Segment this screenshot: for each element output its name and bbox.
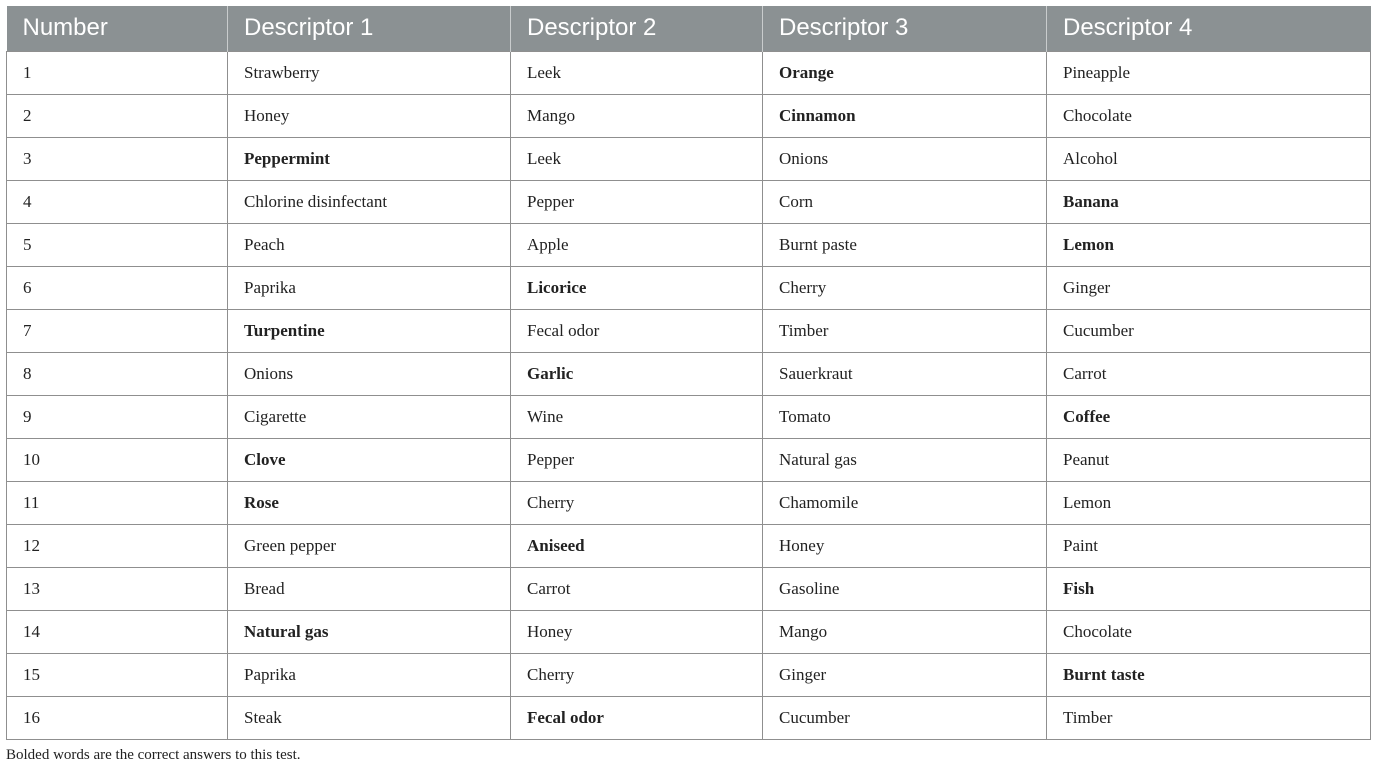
table-footnote: Bolded words are the correct answers to this test. xyxy=(6,747,301,763)
descriptor-3-cell: Burnt paste xyxy=(763,223,1047,266)
descriptor-1-cell: Natural gas xyxy=(228,610,511,653)
descriptor-4-cell: Fish xyxy=(1047,567,1371,610)
descriptor-4-cell: Chocolate xyxy=(1047,94,1371,137)
table-row xyxy=(7,696,1371,739)
descriptor-1-cell: Rose xyxy=(228,481,511,524)
row-number-cell: 9 xyxy=(7,395,228,438)
header-descriptor-1: Descriptor 1 xyxy=(228,6,511,51)
descriptor-1-cell: Clove xyxy=(228,438,511,481)
descriptor-3-cell: Sauerkraut xyxy=(763,352,1047,395)
table-row xyxy=(7,352,1371,395)
table-row xyxy=(7,524,1371,567)
descriptor-1-cell: Peach xyxy=(228,223,511,266)
descriptor-2-cell: Leek xyxy=(511,137,763,180)
header-descriptor-2: Descriptor 2 xyxy=(511,6,763,51)
descriptor-table xyxy=(6,6,1371,740)
header-descriptor-3: Descriptor 3 xyxy=(763,6,1047,51)
row-number-cell: 12 xyxy=(7,524,228,567)
header-number: Number xyxy=(7,6,228,51)
row-number-cell: 14 xyxy=(7,610,228,653)
row-number-cell: 10 xyxy=(7,438,228,481)
table-row xyxy=(7,309,1371,352)
descriptor-2-cell: Fecal odor xyxy=(511,309,763,352)
table-row xyxy=(7,567,1371,610)
descriptor-1-cell: Paprika xyxy=(228,266,511,309)
row-number-cell: 1 xyxy=(7,51,228,94)
descriptor-2-cell: Pepper xyxy=(511,438,763,481)
descriptor-2-cell: Mango xyxy=(511,94,763,137)
descriptor-1-cell: Chlorine disinfectant xyxy=(228,180,511,223)
descriptor-2-cell: Aniseed xyxy=(511,524,763,567)
descriptor-4-cell: Lemon xyxy=(1047,481,1371,524)
descriptor-3-cell: Cinnamon xyxy=(763,94,1047,137)
table-row xyxy=(7,395,1371,438)
descriptor-3-cell: Gasoline xyxy=(763,567,1047,610)
header-row xyxy=(7,6,1371,51)
descriptor-4-cell: Pineapple xyxy=(1047,51,1371,94)
descriptor-4-cell: Ginger xyxy=(1047,266,1371,309)
row-number-cell: 5 xyxy=(7,223,228,266)
descriptor-4-cell: Burnt taste xyxy=(1047,653,1371,696)
descriptor-4-cell: Banana xyxy=(1047,180,1371,223)
descriptor-2-cell: Leek xyxy=(511,51,763,94)
descriptor-3-cell: Corn xyxy=(763,180,1047,223)
row-number-cell: 2 xyxy=(7,94,228,137)
descriptor-1-cell: Bread xyxy=(228,567,511,610)
descriptor-4-cell: Alcohol xyxy=(1047,137,1371,180)
descriptor-1-cell: Peppermint xyxy=(228,137,511,180)
table-row xyxy=(7,180,1371,223)
row-number-cell: 13 xyxy=(7,567,228,610)
descriptor-1-cell: Onions xyxy=(228,352,511,395)
descriptor-3-cell: Ginger xyxy=(763,653,1047,696)
table-row xyxy=(7,610,1371,653)
descriptor-table-container xyxy=(6,6,1370,740)
row-number-cell: 6 xyxy=(7,266,228,309)
descriptor-4-cell: Peanut xyxy=(1047,438,1371,481)
descriptor-3-cell: Orange xyxy=(763,51,1047,94)
descriptor-1-cell: Steak xyxy=(228,696,511,739)
descriptor-2-cell: Wine xyxy=(511,395,763,438)
descriptor-3-cell: Natural gas xyxy=(763,438,1047,481)
descriptor-3-cell: Timber xyxy=(763,309,1047,352)
descriptor-4-cell: Timber xyxy=(1047,696,1371,739)
table-header xyxy=(7,6,1371,51)
descriptor-3-cell: Honey xyxy=(763,524,1047,567)
table-row xyxy=(7,94,1371,137)
descriptor-3-cell: Cherry xyxy=(763,266,1047,309)
descriptor-1-cell: Strawberry xyxy=(228,51,511,94)
row-number-cell: 16 xyxy=(7,696,228,739)
row-number-cell: 11 xyxy=(7,481,228,524)
row-number-cell: 7 xyxy=(7,309,228,352)
descriptor-1-cell: Green pepper xyxy=(228,524,511,567)
descriptor-3-cell: Mango xyxy=(763,610,1047,653)
descriptor-2-cell: Pepper xyxy=(511,180,763,223)
row-number-cell: 8 xyxy=(7,352,228,395)
descriptor-3-cell: Cucumber xyxy=(763,696,1047,739)
descriptor-4-cell: Carrot xyxy=(1047,352,1371,395)
table-body xyxy=(7,51,1371,739)
row-number-cell: 15 xyxy=(7,653,228,696)
descriptor-1-cell: Turpentine xyxy=(228,309,511,352)
descriptor-4-cell: Paint xyxy=(1047,524,1371,567)
descriptor-4-cell: Chocolate xyxy=(1047,610,1371,653)
descriptor-1-cell: Paprika xyxy=(228,653,511,696)
table-row xyxy=(7,266,1371,309)
descriptor-3-cell: Onions xyxy=(763,137,1047,180)
descriptor-2-cell: Carrot xyxy=(511,567,763,610)
table-row xyxy=(7,653,1371,696)
table-row xyxy=(7,51,1371,94)
descriptor-2-cell: Cherry xyxy=(511,481,763,524)
row-number-cell: 3 xyxy=(7,137,228,180)
descriptor-2-cell: Garlic xyxy=(511,352,763,395)
header-descriptor-4: Descriptor 4 xyxy=(1047,6,1371,51)
descriptor-2-cell: Apple xyxy=(511,223,763,266)
descriptor-3-cell: Chamomile xyxy=(763,481,1047,524)
descriptor-2-cell: Fecal odor xyxy=(511,696,763,739)
descriptor-1-cell: Cigarette xyxy=(228,395,511,438)
descriptor-2-cell: Honey xyxy=(511,610,763,653)
table-row xyxy=(7,137,1371,180)
descriptor-4-cell: Coffee xyxy=(1047,395,1371,438)
table-row xyxy=(7,438,1371,481)
descriptor-2-cell: Licorice xyxy=(511,266,763,309)
table-row xyxy=(7,481,1371,524)
descriptor-2-cell: Cherry xyxy=(511,653,763,696)
descriptor-4-cell: Lemon xyxy=(1047,223,1371,266)
descriptor-1-cell: Honey xyxy=(228,94,511,137)
descriptor-4-cell: Cucumber xyxy=(1047,309,1371,352)
row-number-cell: 4 xyxy=(7,180,228,223)
descriptor-3-cell: Tomato xyxy=(763,395,1047,438)
table-row xyxy=(7,223,1371,266)
